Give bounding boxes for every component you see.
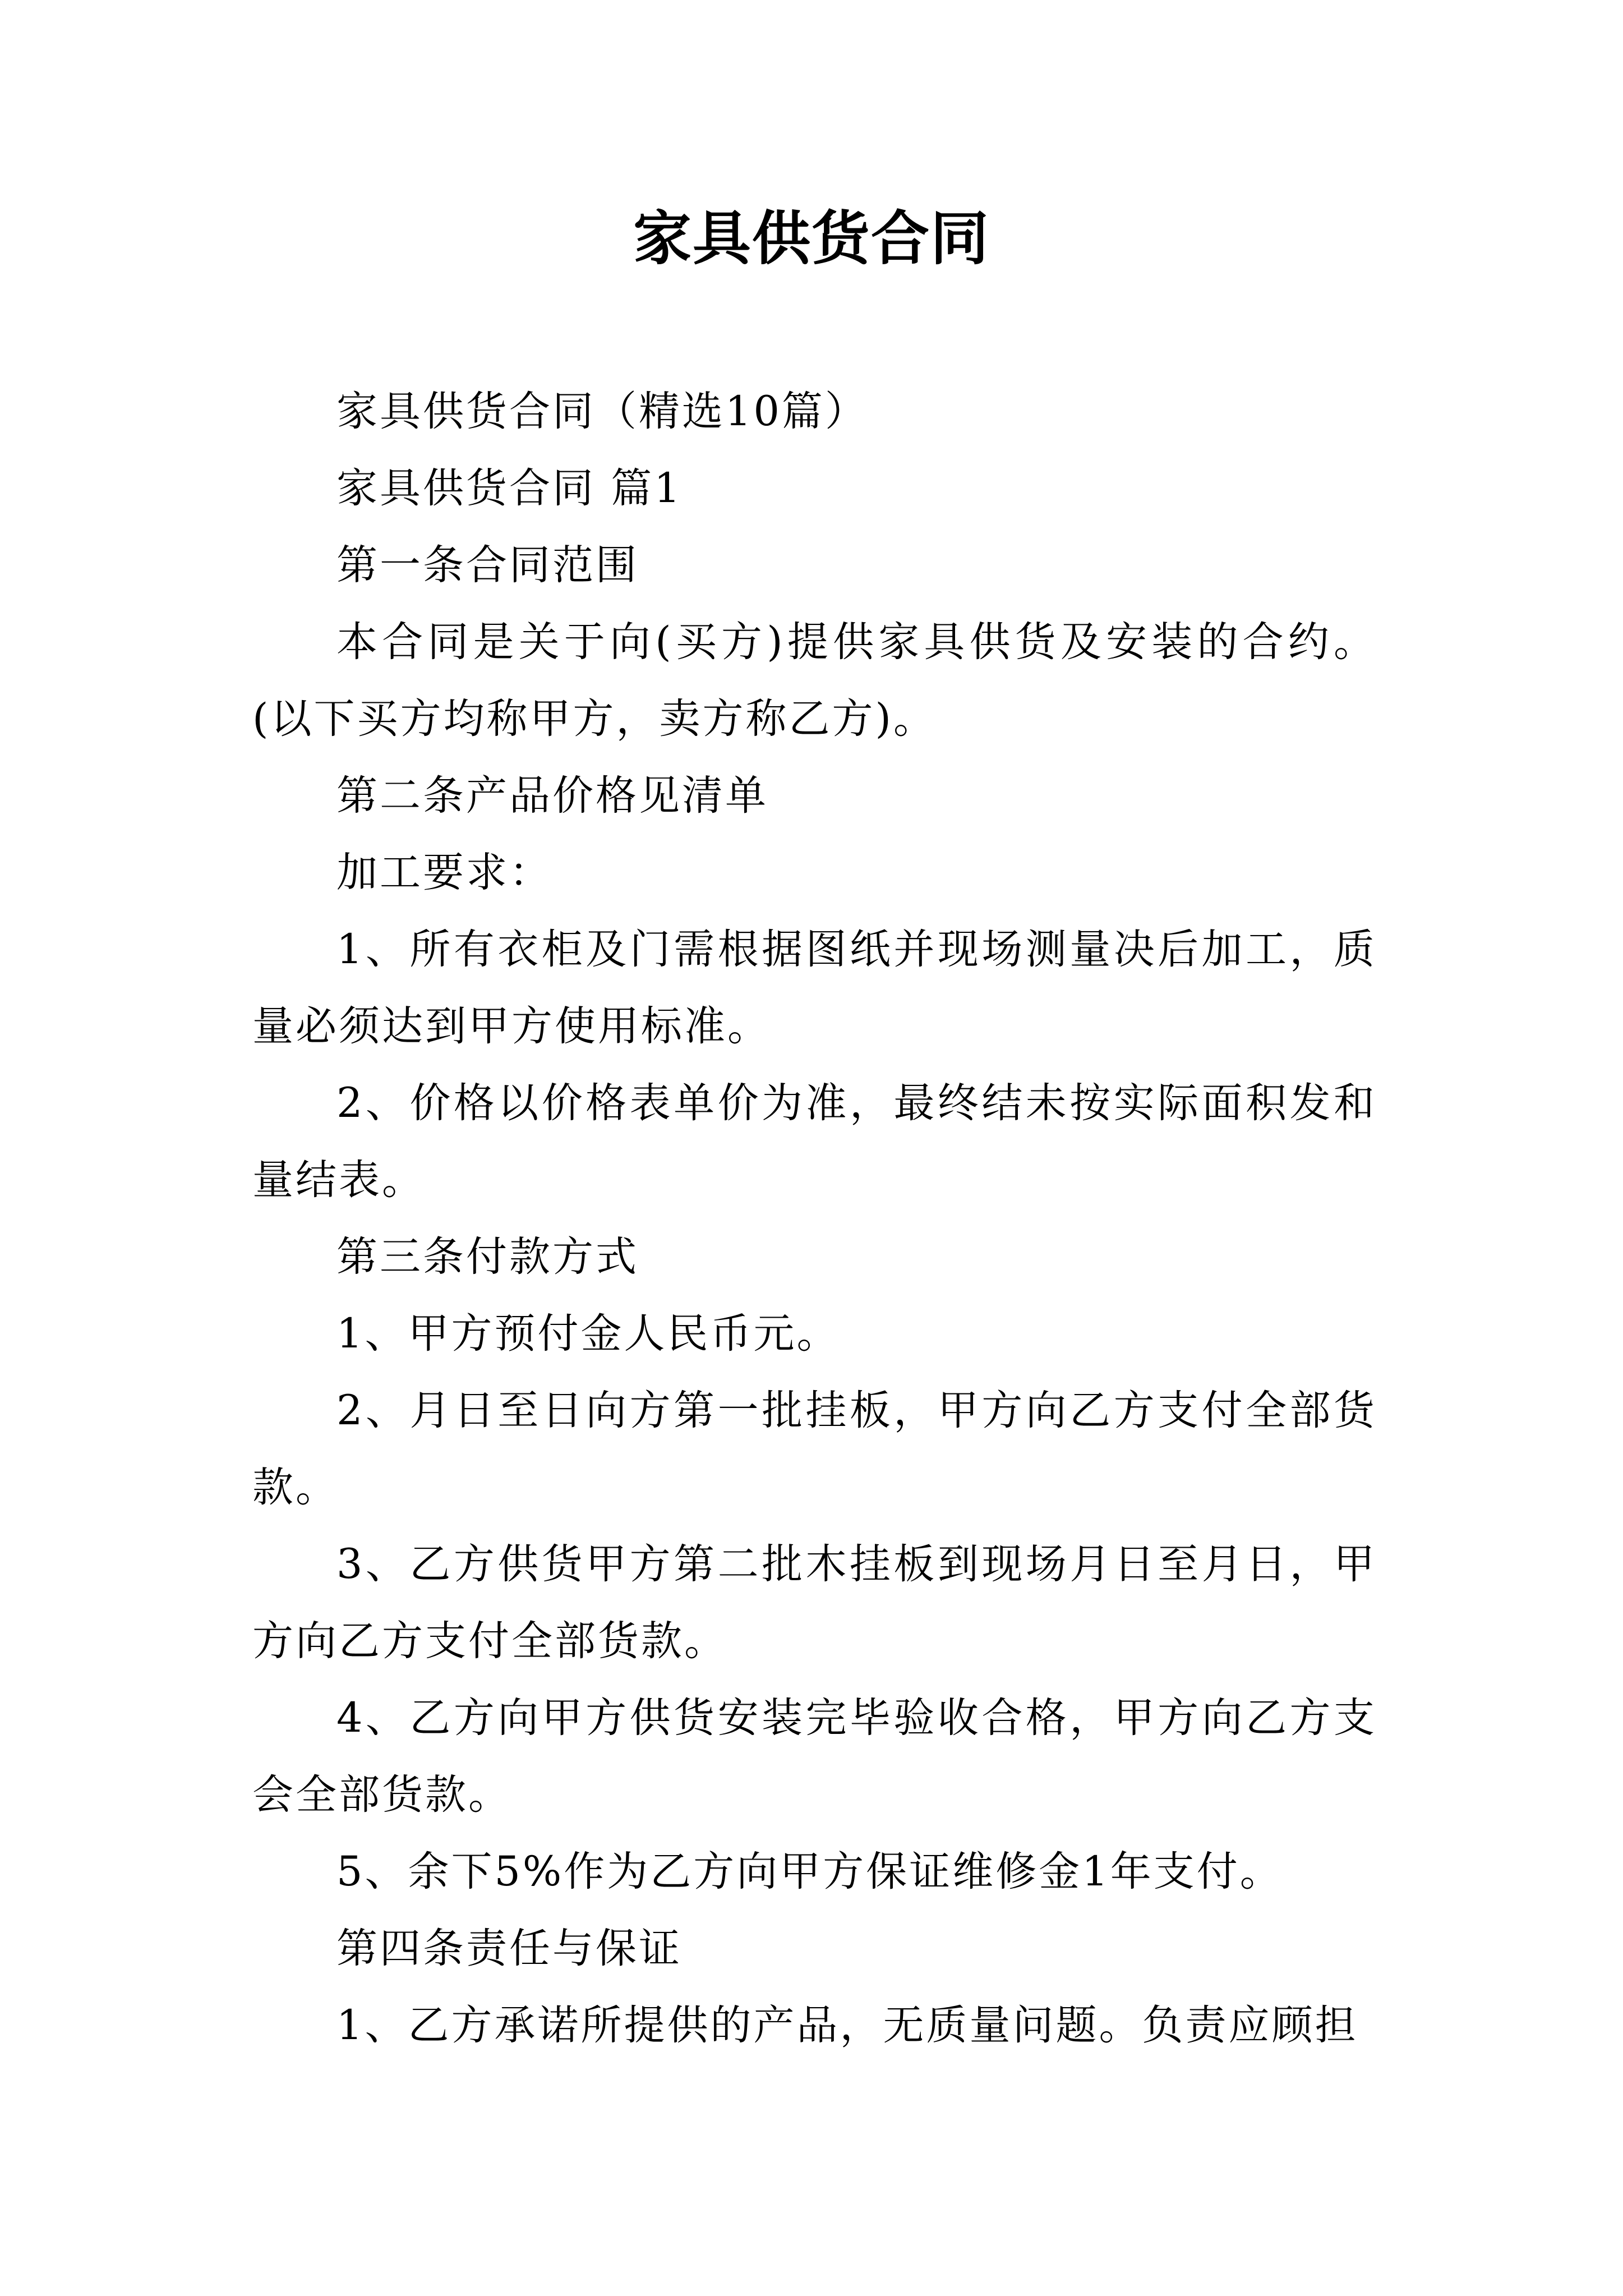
paragraph-responsibility-1: 1、乙方承诺所提供的产品，无质量问题。负责应顾担: [336, 2001, 1358, 2049]
paragraph-payment-5: 5、余下5%作为乙方向甲方保证维修金1年支付。: [336, 1848, 1283, 1895]
paragraph-requirement-2: 2、价格以价格表单价为准，最终结未按实际面积发和量结表。: [252, 1079, 1377, 1204]
paragraph-section-heading: 家具供货合同 篇1: [336, 464, 683, 512]
paragraph-requirement-1: 1、所有衣柜及门需根据图纸并现场测量决后加工，质量必须达到甲方使用标准。: [252, 926, 1377, 1050]
paragraph-processing-requirements: 加工要求：: [336, 849, 552, 896]
paragraph-article-2-heading: 第二条产品价格见清单: [336, 772, 768, 820]
paragraph-payment-3: 3、乙方供货甲方第二批木挂板到现场月日至月日，甲方向乙方支付全部货款。: [252, 1540, 1377, 1665]
paragraph-payment-2: 2、月日至日向方第一批挂板，甲方向乙方支付全部货款。: [252, 1387, 1377, 1511]
paragraph-payment-4: 4、乙方向甲方供货安装完毕验收合格，甲方向乙方支会全部货款。: [252, 1694, 1377, 1819]
document-title: 家具供货合同: [633, 204, 990, 273]
paragraph-article-3-heading: 第三条付款方式: [336, 1233, 639, 1281]
paragraph-collection-title: 家具供货合同（精选10篇）: [336, 388, 868, 435]
paragraph-article-1-body: 本合同是关于向(买方)提供家具供货及安装的合约。(以下买方均称甲方，卖方称乙方)。: [252, 618, 1377, 743]
paragraph-payment-1: 1、甲方预付金人民币元。: [336, 1310, 840, 1358]
paragraph-article-1-heading: 第一条合同范围: [336, 541, 639, 589]
document-body: [252, 373, 1377, 2064]
paragraph-article-4-heading: 第四条责任与保证: [336, 1925, 682, 1972]
